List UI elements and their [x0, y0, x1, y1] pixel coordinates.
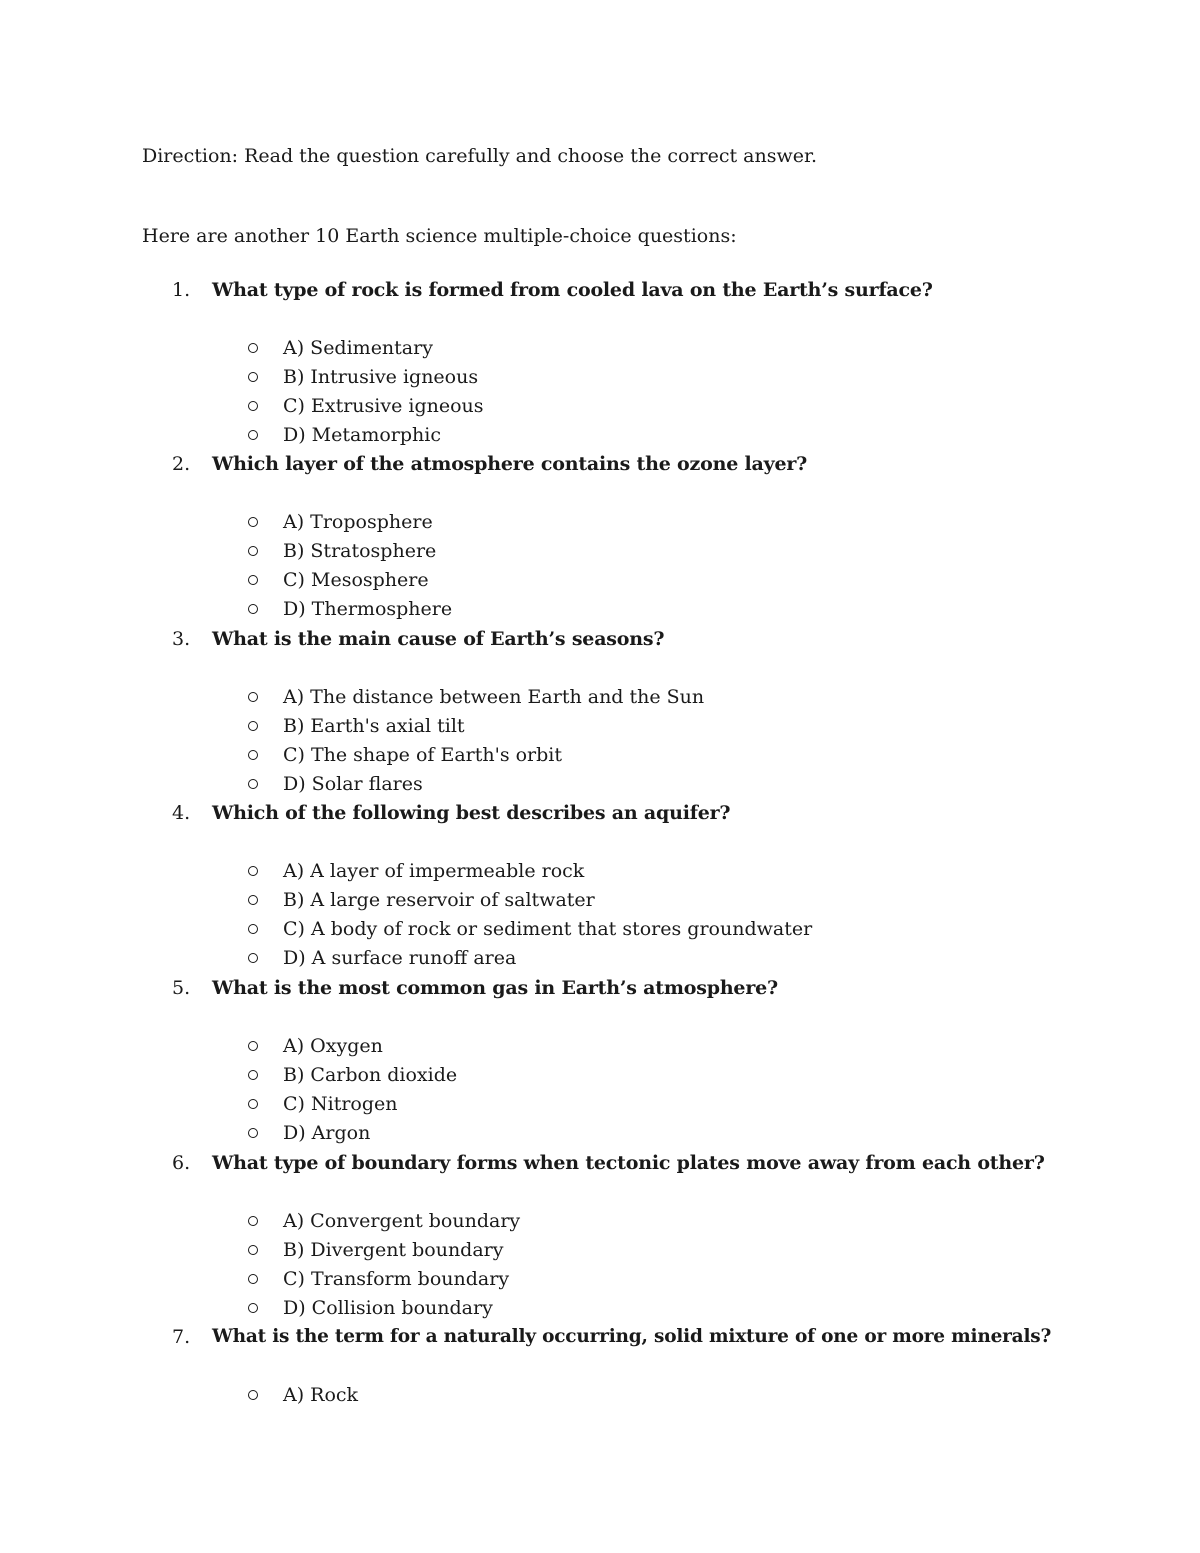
option-text: D) Thermosphere — [283, 598, 453, 620]
circle-bullet-icon — [248, 779, 258, 789]
option-text: C) Mesosphere — [283, 569, 429, 591]
option-text: B) Carbon dioxide — [283, 1064, 458, 1086]
circle-bullet-icon — [248, 1216, 258, 1226]
circle-bullet-icon — [248, 866, 258, 876]
option-text: D) Solar flares — [283, 773, 423, 795]
circle-bullet-icon — [248, 1274, 258, 1284]
question-number: 6. — [172, 1152, 191, 1174]
option-text: B) Divergent boundary — [283, 1239, 504, 1261]
question-number: 5. — [172, 977, 191, 999]
circle-bullet-icon — [248, 1128, 258, 1138]
circle-bullet-icon — [248, 372, 258, 382]
option-text: D) Argon — [283, 1122, 371, 1144]
circle-bullet-icon — [248, 1390, 258, 1400]
circle-bullet-icon — [248, 750, 258, 760]
option-text: D) A surface runoff area — [283, 947, 517, 969]
question-text: What type of boundary forms when tectonic plates move away from each other? — [212, 1152, 1045, 1174]
circle-bullet-icon — [248, 692, 258, 702]
circle-bullet-icon — [248, 953, 258, 963]
intro-text: Here are another 10 Earth science multiple-choice questions: — [142, 225, 737, 247]
circle-bullet-icon — [248, 430, 258, 440]
question-number: 2. — [172, 453, 191, 475]
circle-bullet-icon — [248, 575, 258, 585]
option-text: A) Troposphere — [283, 511, 433, 533]
circle-bullet-icon — [248, 517, 258, 527]
circle-bullet-icon — [248, 401, 258, 411]
circle-bullet-icon — [248, 1041, 258, 1051]
question-number: 3. — [172, 628, 191, 650]
question-number: 1. — [172, 279, 191, 301]
option-text: C) The shape of Earth's orbit — [283, 744, 563, 766]
option-text: A) Sedimentary — [283, 337, 433, 359]
circle-bullet-icon — [248, 343, 258, 353]
option-text: A) Oxygen — [283, 1035, 383, 1057]
circle-bullet-icon — [248, 721, 258, 731]
circle-bullet-icon — [248, 924, 258, 934]
question-text: What is the most common gas in Earth’s atmosphere? — [212, 977, 778, 999]
option-text: C) A body of rock or sediment that stores groundwater — [283, 918, 813, 940]
circle-bullet-icon — [248, 1303, 258, 1313]
option-text: B) Earth's axial tilt — [283, 715, 465, 737]
circle-bullet-icon — [248, 1099, 258, 1109]
circle-bullet-icon — [248, 895, 258, 905]
direction-text: Direction: Read the question carefully and choose the correct answer. — [142, 145, 818, 167]
option-text: A) Convergent boundary — [283, 1210, 521, 1232]
circle-bullet-icon — [248, 546, 258, 556]
option-text: D) Collision boundary — [283, 1297, 493, 1319]
option-text: B) Stratosphere — [283, 540, 437, 562]
option-text: C) Extrusive igneous — [283, 395, 484, 417]
circle-bullet-icon — [248, 1245, 258, 1255]
question-number: 7. — [172, 1326, 191, 1348]
option-text: A) The distance between Earth and the Sun — [283, 686, 705, 708]
circle-bullet-icon — [248, 1070, 258, 1080]
option-text: A) Rock — [283, 1384, 359, 1406]
question-text: Which of the following best describes an aquifer? — [212, 802, 731, 824]
option-text: C) Nitrogen — [283, 1093, 398, 1115]
option-text: C) Transform boundary — [283, 1268, 510, 1290]
question-text: Which layer of the atmosphere contains the ozone layer? — [212, 453, 808, 475]
circle-bullet-icon — [248, 604, 258, 614]
option-text: B) A large reservoir of saltwater — [283, 889, 595, 911]
question-text: What is the term for a naturally occurring, solid mixture of one or more minerals? — [212, 1326, 1052, 1347]
option-text: D) Metamorphic — [283, 424, 442, 446]
question-text: What type of rock is formed from cooled lava on the Earth’s surface? — [212, 279, 933, 301]
option-text: A) A layer of impermeable rock — [283, 860, 585, 882]
question-number: 4. — [172, 802, 191, 824]
option-text: B) Intrusive igneous — [283, 366, 479, 388]
question-text: What is the main cause of Earth’s seasons? — [212, 628, 665, 650]
